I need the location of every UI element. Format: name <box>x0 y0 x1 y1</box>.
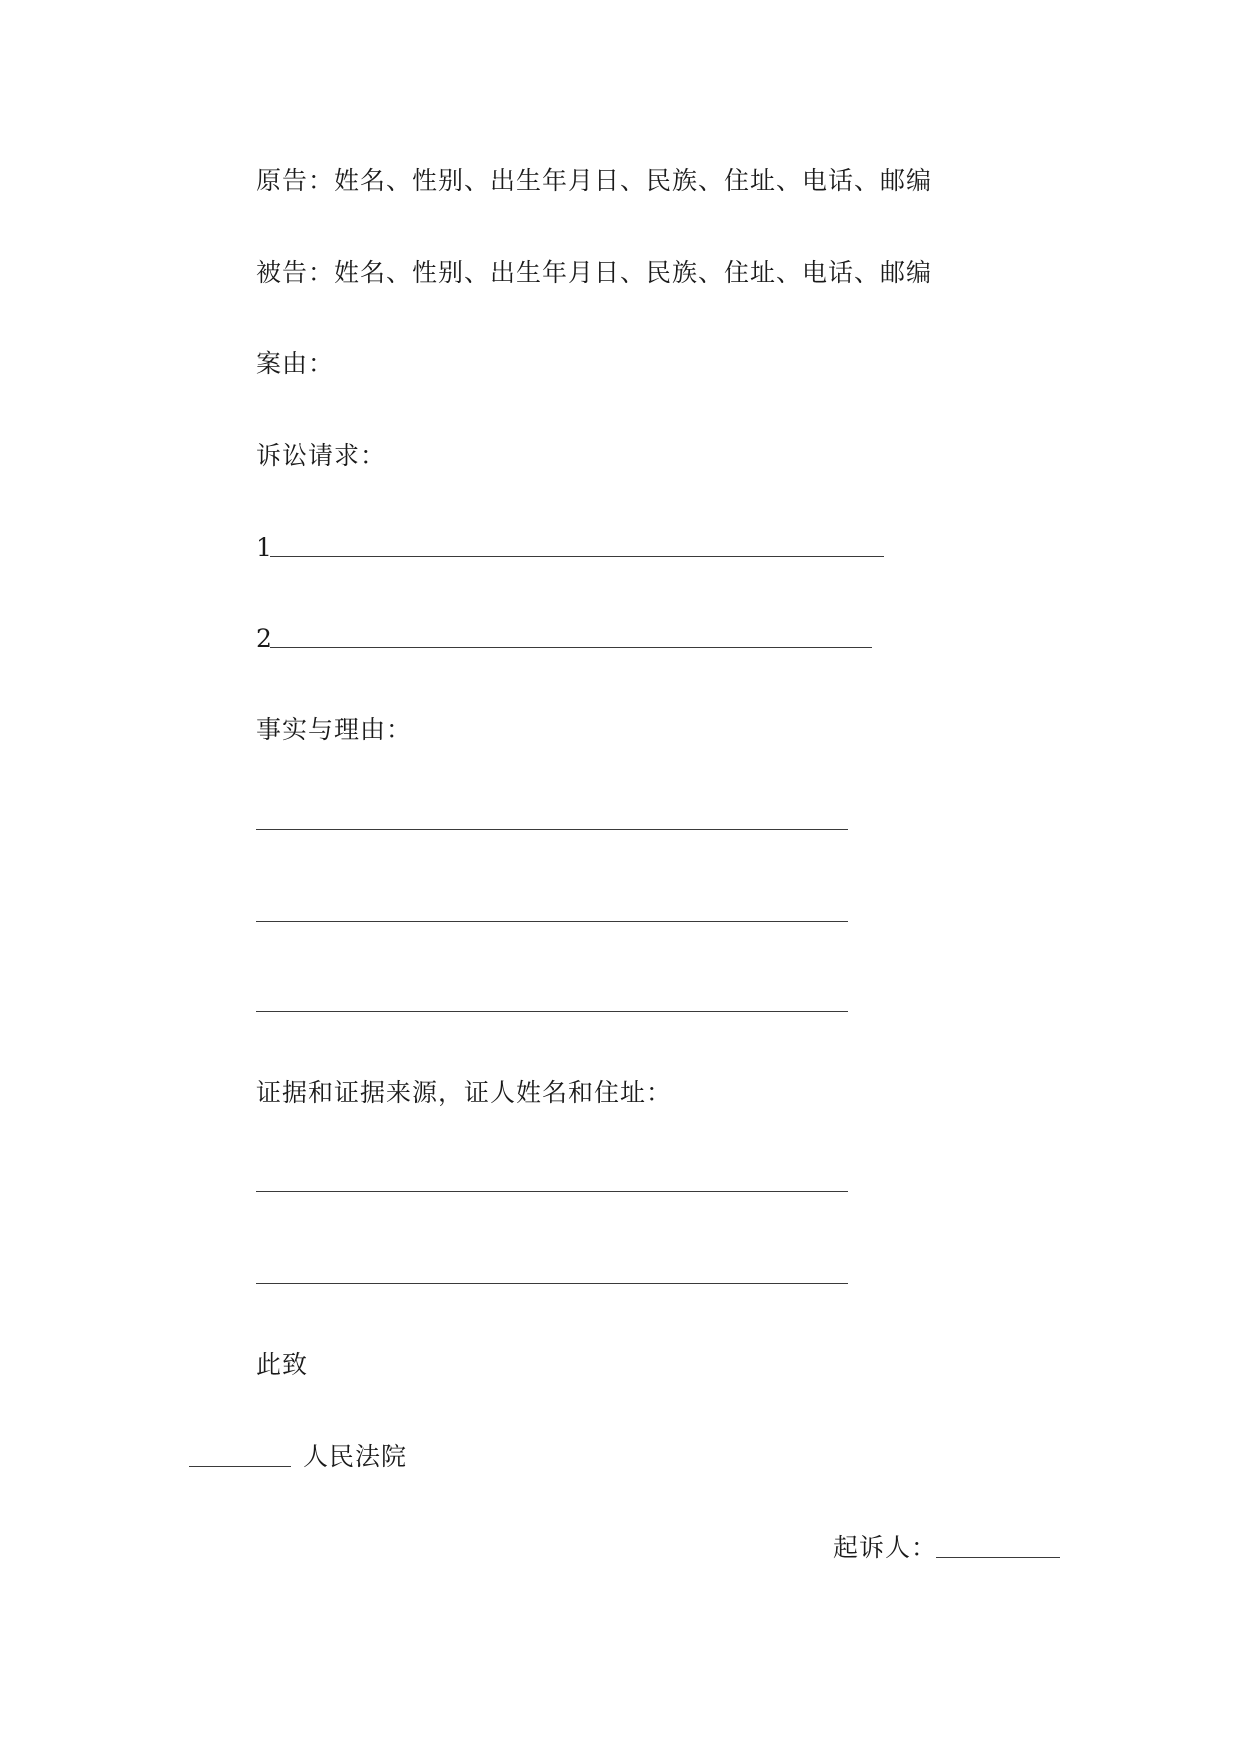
claims-heading: 诉讼请求： <box>256 441 387 470</box>
cause-line: 案由： <box>256 349 335 378</box>
signature-blank[interactable] <box>936 1557 1060 1558</box>
court-suffix: 人民法院 <box>303 1442 408 1471</box>
claim-number: 2 <box>256 624 272 653</box>
plaintiff-line: 原告：姓名、性别、出生年月日、民族、住址、电话、邮编 <box>256 166 933 195</box>
court-name-blank[interactable] <box>189 1466 291 1467</box>
evidence-heading: 证据和证据来源，证人姓名和住址： <box>256 1078 673 1107</box>
facts-blank-line[interactable] <box>256 829 848 830</box>
claim-number: 1 <box>256 533 272 562</box>
signature-label: 起诉人： <box>833 1533 938 1562</box>
defendant-line: 被告：姓名、性别、出生年月日、民族、住址、电话、邮编 <box>256 258 933 287</box>
evidence-blank-line[interactable] <box>256 1191 848 1192</box>
claim-blank-line[interactable] <box>270 647 872 648</box>
facts-blank-line[interactable] <box>256 1011 848 1012</box>
facts-heading: 事实与理由： <box>256 715 413 744</box>
salutation: 此致 <box>256 1350 309 1379</box>
claim-blank-line[interactable] <box>270 556 884 557</box>
evidence-blank-line[interactable] <box>256 1283 848 1284</box>
facts-blank-line[interactable] <box>256 921 848 922</box>
